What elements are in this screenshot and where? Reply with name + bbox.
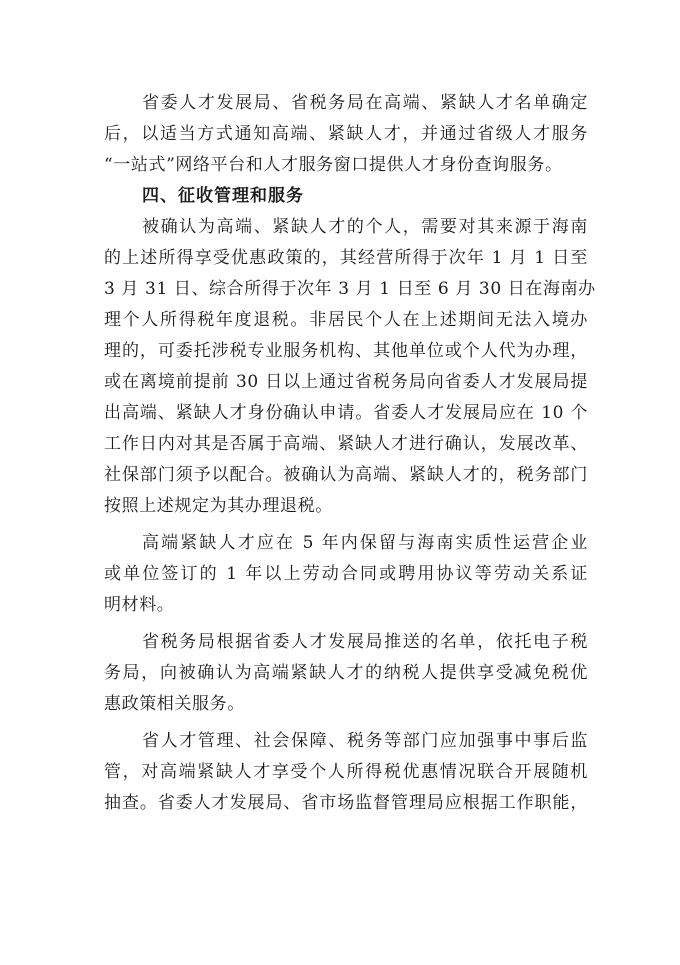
text-line: 省委人才发展局、省税务局在高端、紧缺人才名单确定: [142, 93, 588, 113]
text-line: 管，对高端紧缺人才享受个人所得税优惠情况联合开展随机: [104, 762, 588, 782]
text-line: 惠政策相关服务。: [104, 694, 245, 714]
text-line: “一站式”网络平台和人才服务窗口提供人才身份查询服务。: [104, 155, 563, 175]
text-line: 省人才管理、社会保障、税务等部门应加强事中事后监: [142, 731, 588, 751]
text-line: 明材料。: [104, 595, 175, 615]
document-body: [104, 88, 596, 819]
paragraph-e-tax-service: [104, 627, 588, 720]
text-line: 出高端、紧缺人才身份确认申请。省委人才发展局应在 10 个: [104, 403, 588, 423]
text-line: 务局，向被确认为高端紧缺人才的纳税人提供享受减免税优: [104, 663, 588, 683]
text-line: 3 月 31 日、综合所得于次年 3 月 1 日至 6 月 30 日在海南办: [104, 279, 596, 299]
text-line: 理的，可委托涉税专业服务机构、其他单位或个人代为办理，: [104, 341, 588, 361]
text-line: 理个人所得税年度退税。非居民个人在上述期间无法入境办: [104, 310, 588, 330]
paragraph-supervision: [104, 726, 588, 819]
text-line: 社保部门须予以配合。被确认为高端、紧缺人才的，税务部门: [104, 465, 588, 485]
text-line: 被确认为高端、紧缺人才的个人，需要对其来源于海南: [142, 217, 588, 237]
text-line: 后，以适当方式通知高端、紧缺人才，并通过省级人才服务: [104, 124, 588, 144]
paragraph-tax-refund: [104, 212, 596, 522]
text-line: 或在离境前提前 30 日以上通过省税务局向省委人才发展局提: [104, 372, 588, 392]
paragraph-talent-notification: [104, 88, 588, 181]
text-line: 抽查。省委人才发展局、省市场监督管理局应根据工作职能，: [104, 793, 588, 813]
text-line: 工作日内对其是否属于高端、紧缺人才进行确认，发展改革、: [104, 434, 588, 454]
text-line: 高端紧缺人才应在 5 年内保留与海南实质性运营企业: [142, 533, 588, 553]
text-line: 按照上述规定为其办理退税。: [104, 496, 333, 516]
text-line: 的上述所得享受优惠政策的，其经营所得于次年 1 月 1 日至: [104, 248, 588, 268]
text-line: 或单位签订的 1 年以上劳动合同或聘用协议等劳动关系证: [104, 564, 588, 584]
text-line: 省税务局根据省委人才发展局推送的名单，依托电子税: [142, 632, 588, 652]
paragraph-labor-contract: [104, 528, 588, 621]
section-heading: 四、征收管理和服务: [142, 186, 304, 206]
